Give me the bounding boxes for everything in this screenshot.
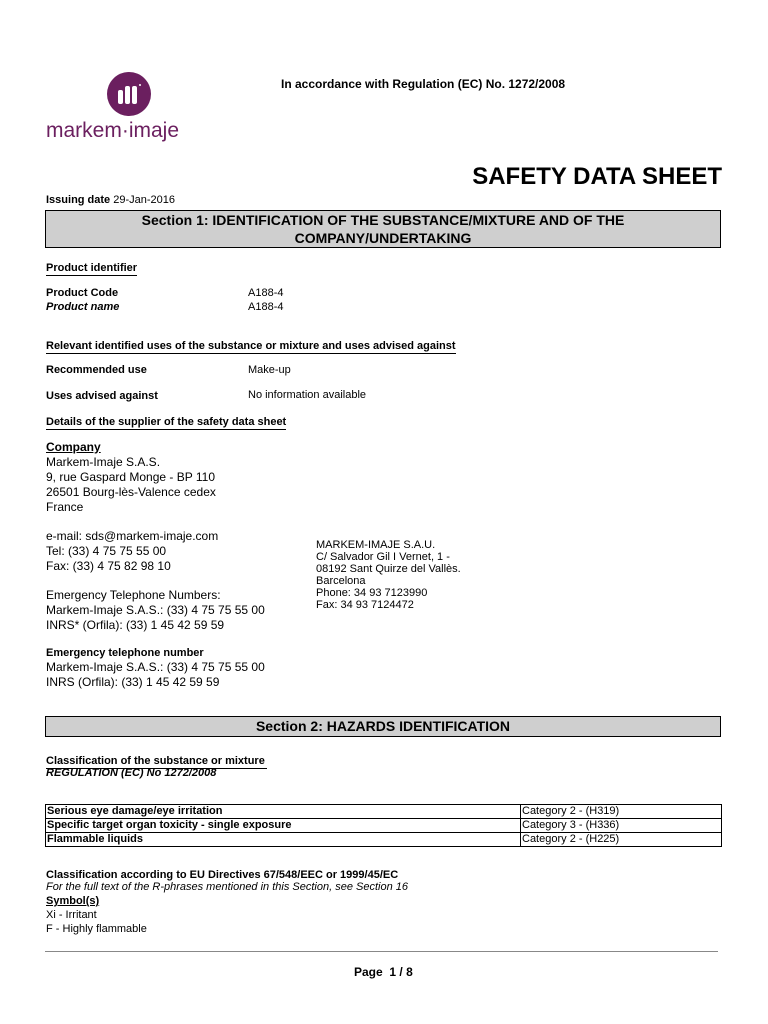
page-indicator bbox=[354, 965, 413, 979]
page-label: Page bbox=[354, 965, 383, 979]
issuing-date-label: Issuing date bbox=[46, 194, 111, 206]
symbols-label: Symbol(s) bbox=[46, 895, 100, 907]
category-cell: Category 2 - (H319) bbox=[521, 805, 722, 819]
spain-supplier-address bbox=[316, 539, 461, 611]
table-row bbox=[46, 805, 722, 819]
spain-line: Phone: 34 93 7123990 bbox=[316, 587, 428, 599]
spain-line: Fax: 34 93 7124472 bbox=[316, 599, 414, 611]
section-1-header bbox=[45, 210, 721, 248]
section-1-title-line1: Section 1: IDENTIFICATION OF THE SUBSTANCE/MIXTURE AND OF THE bbox=[141, 212, 625, 228]
fax-line: Fax: (33) 4 75 82 98 10 bbox=[46, 559, 171, 573]
product-name-value: A188-4 bbox=[248, 301, 284, 313]
spain-line: Barcelona bbox=[316, 575, 366, 587]
symbol-item: F - Highly flammable bbox=[46, 923, 147, 935]
document-title: SAFETY DATA SHEET bbox=[472, 163, 722, 190]
section-2-header: Section 2: HAZARDS IDENTIFICATION bbox=[45, 716, 721, 737]
spain-line: MARKEM-IMAJE S.A.U. bbox=[316, 539, 436, 551]
eu-classification-heading: Classification according to EU Directives 67/548/EEC or 1999/45/EC bbox=[46, 869, 399, 881]
logo-text: markem·imaje bbox=[46, 119, 180, 142]
company-contact bbox=[46, 529, 218, 574]
company-line: 26501 Bourg-lès-Valence cedex bbox=[46, 485, 216, 499]
emergency-line: Emergency Telephone Numbers: bbox=[46, 588, 221, 602]
product-code-value: A188-4 bbox=[248, 287, 284, 299]
section-1-title-line2: COMPANY/UNDERTAKING bbox=[294, 230, 472, 246]
recommended-use-value: Make-up bbox=[248, 364, 291, 376]
uses-heading: Relevant identified uses of the substance or mixture and uses advised against bbox=[46, 340, 456, 352]
regulation-note: In accordance with Regulation (EC) No. 1272/2008 bbox=[281, 77, 566, 91]
classification-table bbox=[45, 804, 722, 847]
emergency-line: Markem-Imaje S.A.S.: (33) 4 75 75 55 00 bbox=[46, 603, 265, 617]
footer-divider bbox=[45, 951, 718, 952]
emergency-number-line: Markem-Imaje S.A.S.: (33) 4 75 75 55 00 bbox=[46, 660, 265, 674]
hazard-cell: Specific target organ toxicity - single exposure bbox=[46, 819, 521, 833]
issuing-date-value: 29-Jan-2016 bbox=[113, 194, 176, 206]
spain-line: 08192 Sant Quirze del Vallès. bbox=[316, 563, 461, 575]
product-identifier-heading: Product identifier bbox=[46, 262, 138, 274]
markem-imaje-logo-mark bbox=[107, 72, 151, 116]
classification-heading: Classification of the substance or mixture bbox=[46, 755, 265, 767]
hazard-cell: Serious eye damage/eye irritation bbox=[46, 805, 521, 819]
page-separator: / bbox=[399, 965, 403, 979]
company-address bbox=[46, 455, 216, 515]
table-row bbox=[46, 833, 722, 847]
emergency-telephone-numbers bbox=[46, 588, 265, 633]
issuing-date bbox=[46, 194, 175, 206]
page-current: 1 bbox=[389, 965, 397, 979]
company-line: Markem-Imaje S.A.S. bbox=[46, 455, 161, 469]
table-row bbox=[46, 819, 722, 833]
emergency-number-line: INRS (Orfila): (33) 1 45 42 59 59 bbox=[46, 675, 220, 689]
symbol-item: Xi - Irritant bbox=[46, 909, 97, 921]
supplier-heading: Details of the supplier of the safety data sheet bbox=[46, 416, 287, 428]
emergency-numbers bbox=[46, 660, 265, 690]
product-name-label: Product name bbox=[46, 301, 120, 313]
category-cell: Category 3 - (H336) bbox=[521, 819, 722, 833]
spain-line: C/ Salvador Gil I Vernet, 1 - bbox=[316, 551, 450, 563]
company-label: Company bbox=[46, 440, 101, 454]
email-line: e-mail: sds@markem-imaje.com bbox=[46, 529, 219, 543]
symbols-list bbox=[46, 908, 147, 936]
company-line: 9, rue Gaspard Monge - BP 110 bbox=[46, 470, 215, 484]
company-line: France bbox=[46, 500, 84, 514]
category-cell: Category 2 - (H225) bbox=[521, 833, 722, 847]
product-code-label: Product Code bbox=[46, 287, 119, 299]
hazard-cell: Flammable liquids bbox=[46, 833, 521, 847]
tel-line: Tel: (33) 4 75 75 55 00 bbox=[46, 544, 167, 558]
eu-classification-note: For the full text of the R-phrases mentioned in this Section, see Section 16 bbox=[46, 881, 408, 893]
uses-advised-label: Uses advised against bbox=[46, 390, 158, 402]
uses-advised-value: No information available bbox=[248, 389, 367, 401]
emergency-line: INRS* (Orfila): (33) 1 45 42 59 59 bbox=[46, 618, 225, 632]
regulation-label: REGULATION (EC) No 1272/2008 bbox=[46, 767, 217, 779]
page-total: 8 bbox=[406, 965, 413, 979]
recommended-use-label: Recommended use bbox=[46, 364, 147, 376]
emergency-heading: Emergency telephone number bbox=[46, 647, 204, 659]
